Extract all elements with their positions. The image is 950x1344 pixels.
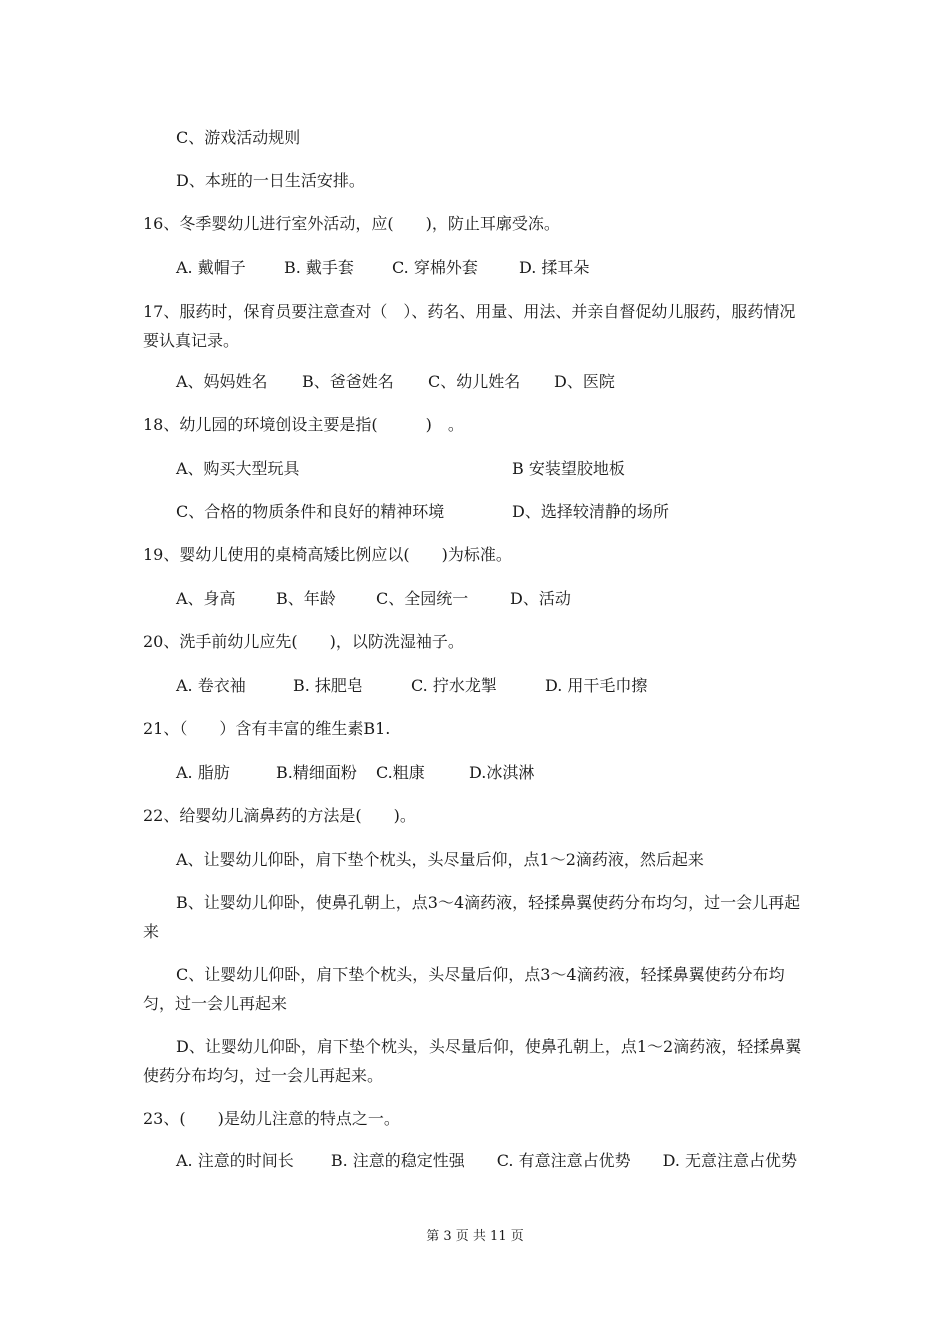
option-a: A、让婴幼儿仰卧，肩下垫个枕头，头尽量后仰，点1～2滴药液，然后起来: [176, 850, 704, 869]
option-c: C、让婴幼儿仰卧，肩下垫个枕头，头尽量后仰，点3～4滴药液，轻揉鼻翼使药分布均匀，过一会儿再起来: [143, 965, 785, 1013]
question-23: 23、( )是幼儿注意的特点之一。: [143, 1109, 400, 1128]
question-16: 16、冬季婴幼儿进行室外活动，应( )，防止耳廓受冻。: [143, 214, 560, 233]
option: A. 卷衣袖: [176, 676, 246, 695]
question-19: 19、婴幼儿使用的桌椅高矮比例应以( )为标准。: [143, 545, 512, 564]
option: A、妈妈姓名: [176, 372, 268, 391]
option: A、购买大型玩具: [176, 459, 300, 478]
option: A. 脂肪: [176, 763, 230, 782]
option: D.冰淇淋: [469, 763, 535, 782]
option: C. 拧水龙掣: [411, 676, 497, 695]
option: B、年龄: [276, 589, 336, 608]
options-19: [176, 589, 571, 609]
option: B. 戴手套: [284, 258, 354, 277]
options-23: A. 注意的时间长 B. 注意的稳定性强 C. 有意注意占优势 D. 无意注意占优势: [176, 1151, 798, 1170]
options-16: [176, 258, 589, 278]
question-20: 20、洗手前幼儿应先( )，以防洗湿袖子。: [143, 632, 464, 651]
option: D、医院: [554, 372, 615, 391]
options-20: [176, 676, 647, 696]
option: B、爸爸姓名: [302, 372, 394, 391]
question-17: 17、服药时，保育员要注意查对（ ）、药名、用量、用法、并亲自督促幼儿服药，服药情况要认真记录。: [143, 302, 796, 350]
option: C、全园统一: [376, 589, 469, 608]
option-b: B、让婴幼儿仰卧，使鼻孔朝上，点3～4滴药液，轻揉鼻翼使药分布均匀，过一会儿再起来: [143, 893, 801, 941]
option: D. 揉耳朵: [519, 258, 590, 277]
option: B.精细面粉: [276, 763, 357, 782]
options-17: [176, 372, 615, 392]
option: A、身高: [176, 589, 236, 608]
option: D. 用干毛巾擦: [545, 676, 648, 695]
option: C、合格的物质条件和良好的精神环境: [176, 502, 445, 521]
options-18-row2: [176, 502, 669, 522]
question-21: 21、（ ）含有丰富的维生素B1.: [143, 719, 391, 738]
question-22: 22、给婴幼儿滴鼻药的方法是( )。: [143, 806, 416, 825]
option: B 安装望胶地板: [512, 459, 625, 478]
options-18-row1: [176, 459, 625, 479]
option-c: C、游戏活动规则: [176, 128, 301, 147]
option: B. 抹肥皂: [293, 676, 363, 695]
option: C. 穿棉外套: [392, 258, 478, 277]
option-d: D、本班的一日生活安排。: [176, 171, 365, 190]
question-18: 18、幼儿园的环境创设主要是指( ) 。: [143, 415, 464, 434]
option: C、幼儿姓名: [428, 372, 521, 391]
option: D、选择较清静的场所: [512, 502, 669, 521]
option: A. 戴帽子: [176, 258, 246, 277]
options-21: [176, 763, 534, 783]
option: C.粗康: [376, 763, 425, 782]
page-footer: 第 3 页 共 11 页: [426, 1229, 524, 1244]
option-d: D、让婴幼儿仰卧，肩下垫个枕头，头尽量后仰，使鼻孔朝上，点1～2滴药液，轻揉鼻翼使药分布均匀，过一会儿再起来。: [143, 1037, 802, 1085]
option: D、活动: [510, 589, 571, 608]
